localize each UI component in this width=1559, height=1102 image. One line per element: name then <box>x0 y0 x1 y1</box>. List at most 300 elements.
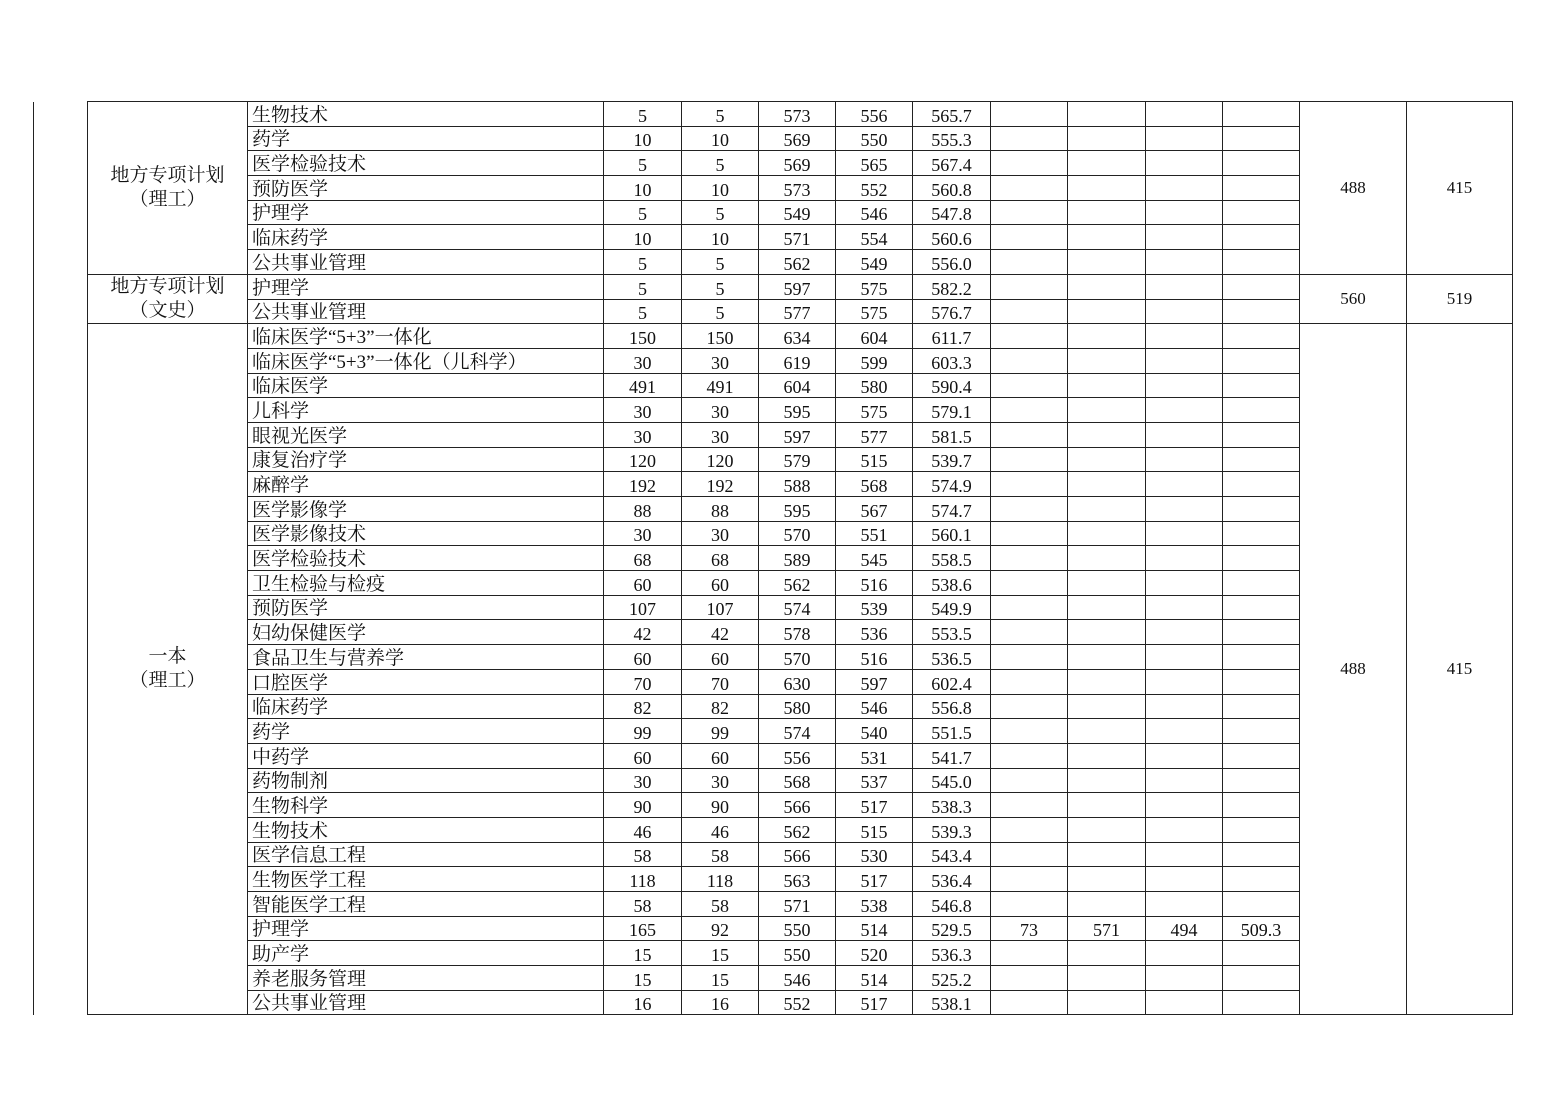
extra-max-cell <box>1068 274 1146 299</box>
extra-max-cell <box>1068 447 1146 472</box>
table-row <box>34 497 1513 522</box>
avg-score-cell: 565.7 <box>913 102 991 127</box>
extra-min-cell <box>1146 892 1223 917</box>
table-row <box>34 620 1513 645</box>
plan-count-cell: 5 <box>604 274 682 299</box>
extra-admitted-cell <box>991 373 1068 398</box>
extra-max-cell <box>1068 645 1146 670</box>
extra-min-cell <box>1146 817 1223 842</box>
table-row <box>34 645 1513 670</box>
extra-admitted-cell <box>991 669 1068 694</box>
extra-min-cell <box>1146 743 1223 768</box>
major-name-cell: 儿科学 <box>248 398 604 423</box>
extra-avg-cell <box>1223 768 1300 793</box>
extra-min-cell: 494 <box>1146 916 1223 941</box>
extra-max-cell <box>1068 669 1146 694</box>
extra-max-cell <box>1068 990 1146 1015</box>
avg-score-cell: 536.5 <box>913 645 991 670</box>
major-name-cell: 养老服务管理 <box>248 966 604 991</box>
extra-min-cell <box>1146 867 1223 892</box>
min-score-cell: 546 <box>836 694 913 719</box>
batch-line-cell: 415 <box>1407 324 1513 1015</box>
extra-min-cell <box>1146 200 1223 225</box>
extra-avg-cell <box>1223 151 1300 176</box>
plan-count-cell: 192 <box>604 472 682 497</box>
extra-max-cell <box>1068 694 1146 719</box>
admitted-count-cell: 60 <box>682 571 759 596</box>
extra-min-cell <box>1146 990 1223 1015</box>
plan-count-cell: 5 <box>604 299 682 324</box>
group-label-cell <box>88 324 248 1015</box>
avg-score-cell: 556.0 <box>913 250 991 275</box>
admitted-count-cell: 5 <box>682 299 759 324</box>
extra-max-cell <box>1068 892 1146 917</box>
min-score-cell: 545 <box>836 546 913 571</box>
max-score-cell: 595 <box>759 398 836 423</box>
extra-avg-cell <box>1223 447 1300 472</box>
extra-avg-cell <box>1223 669 1300 694</box>
plan-count-cell: 15 <box>604 941 682 966</box>
major-name-cell: 生物医学工程 <box>248 867 604 892</box>
extra-min-cell <box>1146 299 1223 324</box>
extra-avg-cell <box>1223 842 1300 867</box>
min-score-cell: 551 <box>836 521 913 546</box>
max-score-cell: 566 <box>759 793 836 818</box>
group-label-line: （理工） <box>129 670 206 692</box>
max-score-cell: 571 <box>759 892 836 917</box>
table-row <box>34 299 1513 324</box>
admitted-count-cell: 5 <box>682 102 759 127</box>
max-score-cell: 570 <box>759 645 836 670</box>
extra-max-cell <box>1068 472 1146 497</box>
group-label-line: （文史） <box>129 300 206 321</box>
extra-max-cell <box>1068 373 1146 398</box>
avg-score-cell: 560.1 <box>913 521 991 546</box>
plan-count-cell: 15 <box>604 966 682 991</box>
avg-score-cell: 558.5 <box>913 546 991 571</box>
table-row <box>34 916 1513 941</box>
table-row <box>34 966 1513 991</box>
min-score-cell: 515 <box>836 447 913 472</box>
extra-min-cell <box>1146 966 1223 991</box>
plan-count-cell: 10 <box>604 225 682 250</box>
table-row <box>34 546 1513 571</box>
major-name-cell: 临床药学 <box>248 225 604 250</box>
extra-avg-cell <box>1223 793 1300 818</box>
extra-min-cell <box>1146 176 1223 201</box>
min-score-cell: 516 <box>836 571 913 596</box>
admitted-count-cell: 5 <box>682 274 759 299</box>
admitted-count-cell: 118 <box>682 867 759 892</box>
avg-score-cell: 536.4 <box>913 867 991 892</box>
major-name-cell: 护理学 <box>248 916 604 941</box>
avg-score-cell: 525.2 <box>913 966 991 991</box>
extra-admitted-cell <box>991 842 1068 867</box>
table-row <box>34 842 1513 867</box>
extra-avg-cell <box>1223 472 1300 497</box>
min-score-cell: 517 <box>836 990 913 1015</box>
group-label-line: 地方专项计划 <box>110 164 225 186</box>
min-score-cell: 517 <box>836 867 913 892</box>
min-score-cell: 556 <box>836 102 913 127</box>
admitted-count-cell: 68 <box>682 546 759 571</box>
extra-max-cell <box>1068 546 1146 571</box>
max-score-cell: 579 <box>759 447 836 472</box>
table-body <box>34 102 1513 1015</box>
extra-max-cell <box>1068 324 1146 349</box>
extra-avg-cell <box>1223 620 1300 645</box>
extra-avg-cell <box>1223 892 1300 917</box>
admitted-count-cell: 60 <box>682 743 759 768</box>
major-name-cell: 中药学 <box>248 743 604 768</box>
major-name-cell: 预防医学 <box>248 176 604 201</box>
admitted-count-cell: 92 <box>682 916 759 941</box>
avg-score-cell: 545.0 <box>913 768 991 793</box>
extra-admitted-cell <box>991 645 1068 670</box>
extra-min-cell <box>1146 324 1223 349</box>
extra-min-cell <box>1146 472 1223 497</box>
extra-avg-cell <box>1223 176 1300 201</box>
extra-max-cell <box>1068 719 1146 744</box>
admitted-count-cell: 82 <box>682 694 759 719</box>
max-score-cell: 569 <box>759 126 836 151</box>
extra-min-cell <box>1146 793 1223 818</box>
max-score-cell: 550 <box>759 941 836 966</box>
table-row <box>34 990 1513 1015</box>
table-row <box>34 768 1513 793</box>
admitted-count-cell: 88 <box>682 497 759 522</box>
max-score-cell: 589 <box>759 546 836 571</box>
admitted-count-cell: 192 <box>682 472 759 497</box>
major-name-cell: 助产学 <box>248 941 604 966</box>
extra-min-cell <box>1146 941 1223 966</box>
extra-max-cell <box>1068 422 1146 447</box>
control-line-cell: 488 <box>1300 324 1407 1015</box>
major-name-cell: 预防医学 <box>248 595 604 620</box>
table-row <box>34 472 1513 497</box>
plan-count-cell: 165 <box>604 916 682 941</box>
min-score-cell: 520 <box>836 941 913 966</box>
batch-line-cell: 519 <box>1407 274 1513 323</box>
plan-count-cell: 5 <box>604 151 682 176</box>
min-score-cell: 567 <box>836 497 913 522</box>
extra-min-cell <box>1146 694 1223 719</box>
plan-count-cell: 491 <box>604 373 682 398</box>
avg-score-cell: 541.7 <box>913 743 991 768</box>
major-name-cell: 医学影像技术 <box>248 521 604 546</box>
min-score-cell: 575 <box>836 274 913 299</box>
plan-count-cell: 16 <box>604 990 682 1015</box>
major-name-cell: 临床医学“5+3”一体化 <box>248 324 604 349</box>
avg-score-cell: 539.7 <box>913 447 991 472</box>
admitted-count-cell: 5 <box>682 200 759 225</box>
extra-max-cell <box>1068 793 1146 818</box>
avg-score-cell: 602.4 <box>913 669 991 694</box>
extra-admitted-cell <box>991 422 1068 447</box>
admitted-count-cell: 15 <box>682 941 759 966</box>
extra-avg-cell <box>1223 645 1300 670</box>
admitted-count-cell: 30 <box>682 422 759 447</box>
extra-min-cell <box>1146 348 1223 373</box>
avg-score-cell: 560.6 <box>913 225 991 250</box>
extra-avg-cell <box>1223 225 1300 250</box>
avg-score-cell: 560.8 <box>913 176 991 201</box>
group-label-line: 一本 <box>148 646 187 668</box>
extra-min-cell <box>1146 497 1223 522</box>
extra-max-cell <box>1068 941 1146 966</box>
extra-admitted-cell <box>991 324 1068 349</box>
admitted-count-cell: 10 <box>682 176 759 201</box>
extra-admitted-cell <box>991 966 1068 991</box>
max-score-cell: 573 <box>759 176 836 201</box>
extra-admitted-cell <box>991 892 1068 917</box>
max-score-cell: 568 <box>759 768 836 793</box>
extra-admitted-cell <box>991 225 1068 250</box>
extra-avg-cell <box>1223 422 1300 447</box>
extra-avg-cell <box>1223 299 1300 324</box>
max-score-cell: 566 <box>759 842 836 867</box>
table-row <box>34 892 1513 917</box>
major-name-cell: 妇幼保健医学 <box>248 620 604 645</box>
max-score-cell: 574 <box>759 595 836 620</box>
max-score-cell: 562 <box>759 571 836 596</box>
admitted-count-cell: 42 <box>682 620 759 645</box>
extra-max-cell <box>1068 620 1146 645</box>
plan-count-cell: 5 <box>604 200 682 225</box>
extra-max-cell <box>1068 200 1146 225</box>
extra-admitted-cell <box>991 620 1068 645</box>
major-name-cell: 口腔医学 <box>248 669 604 694</box>
avg-score-cell: 582.2 <box>913 274 991 299</box>
extra-admitted-cell <box>991 817 1068 842</box>
min-score-cell: 577 <box>836 422 913 447</box>
plan-count-cell: 88 <box>604 497 682 522</box>
avg-score-cell: 590.4 <box>913 373 991 398</box>
max-score-cell: 570 <box>759 521 836 546</box>
extra-admitted-cell <box>991 102 1068 127</box>
extra-avg-cell <box>1223 817 1300 842</box>
extra-admitted-cell: 73 <box>991 916 1068 941</box>
table-row <box>34 422 1513 447</box>
extra-min-cell <box>1146 719 1223 744</box>
plan-count-cell: 60 <box>604 743 682 768</box>
avg-score-cell: 538.6 <box>913 571 991 596</box>
extra-admitted-cell <box>991 571 1068 596</box>
batch-line-cell: 415 <box>1407 102 1513 275</box>
table-row <box>34 324 1513 349</box>
plan-count-cell: 30 <box>604 521 682 546</box>
extra-avg-cell <box>1223 250 1300 275</box>
extra-admitted-cell <box>991 497 1068 522</box>
group-label-line: （理工） <box>129 188 206 210</box>
extra-avg-cell <box>1223 694 1300 719</box>
extra-avg-cell <box>1223 348 1300 373</box>
avg-score-cell: 567.4 <box>913 151 991 176</box>
major-name-cell: 药物制剂 <box>248 768 604 793</box>
plan-count-cell: 82 <box>604 694 682 719</box>
plan-count-cell: 5 <box>604 250 682 275</box>
group-label-cell <box>88 274 248 323</box>
max-score-cell: 562 <box>759 250 836 275</box>
max-score-cell: 595 <box>759 497 836 522</box>
plan-count-cell: 118 <box>604 867 682 892</box>
admitted-count-cell: 5 <box>682 151 759 176</box>
admitted-count-cell: 30 <box>682 398 759 423</box>
extra-admitted-cell <box>991 299 1068 324</box>
min-score-cell: 552 <box>836 176 913 201</box>
extra-min-cell <box>1146 620 1223 645</box>
extra-avg-cell <box>1223 324 1300 349</box>
table-row <box>34 941 1513 966</box>
max-score-cell: 597 <box>759 274 836 299</box>
extra-avg-cell <box>1223 126 1300 151</box>
max-score-cell: 588 <box>759 472 836 497</box>
extra-admitted-cell <box>991 867 1068 892</box>
table-row <box>34 817 1513 842</box>
extra-min-cell <box>1146 274 1223 299</box>
extra-min-cell <box>1146 151 1223 176</box>
min-score-cell: 546 <box>836 200 913 225</box>
plan-count-cell: 70 <box>604 669 682 694</box>
min-score-cell: 517 <box>836 793 913 818</box>
avg-score-cell: 576.7 <box>913 299 991 324</box>
admission-scores-table <box>33 101 1513 1015</box>
plan-count-cell: 68 <box>604 546 682 571</box>
admitted-count-cell: 46 <box>682 817 759 842</box>
extra-min-cell <box>1146 373 1223 398</box>
extra-max-cell <box>1068 497 1146 522</box>
table-row <box>34 348 1513 373</box>
admitted-count-cell: 120 <box>682 447 759 472</box>
table-row <box>34 225 1513 250</box>
max-score-cell: 578 <box>759 620 836 645</box>
avg-score-cell: 555.3 <box>913 126 991 151</box>
max-score-cell: 563 <box>759 867 836 892</box>
extra-max-cell <box>1068 521 1146 546</box>
major-name-cell: 临床医学 <box>248 373 604 398</box>
control-line-cell: 560 <box>1300 274 1407 323</box>
extra-admitted-cell <box>991 274 1068 299</box>
max-score-cell: 574 <box>759 719 836 744</box>
major-name-cell: 临床医学“5+3”一体化（儿科学） <box>248 348 604 373</box>
admitted-count-cell: 70 <box>682 669 759 694</box>
extra-max-cell <box>1068 966 1146 991</box>
extra-max-cell <box>1068 595 1146 620</box>
extra-max-cell <box>1068 743 1146 768</box>
extra-admitted-cell <box>991 743 1068 768</box>
max-score-cell: 573 <box>759 102 836 127</box>
major-name-cell: 医学检验技术 <box>248 151 604 176</box>
extra-min-cell <box>1146 422 1223 447</box>
extra-admitted-cell <box>991 151 1068 176</box>
avg-score-cell: 547.8 <box>913 200 991 225</box>
extra-admitted-cell <box>991 472 1068 497</box>
admitted-count-cell: 10 <box>682 225 759 250</box>
avg-score-cell: 538.3 <box>913 793 991 818</box>
avg-score-cell: 603.3 <box>913 348 991 373</box>
extra-max-cell <box>1068 817 1146 842</box>
plan-count-cell: 30 <box>604 348 682 373</box>
plan-count-cell: 99 <box>604 719 682 744</box>
extra-admitted-cell <box>991 250 1068 275</box>
extra-min-cell <box>1146 842 1223 867</box>
min-score-cell: 540 <box>836 719 913 744</box>
extra-avg-cell <box>1223 102 1300 127</box>
major-name-cell: 医学检验技术 <box>248 546 604 571</box>
extra-min-cell <box>1146 645 1223 670</box>
major-name-cell: 眼视光医学 <box>248 422 604 447</box>
admitted-count-cell: 10 <box>682 126 759 151</box>
avg-score-cell: 581.5 <box>913 422 991 447</box>
max-score-cell: 577 <box>759 299 836 324</box>
table-row <box>34 126 1513 151</box>
table-row <box>34 719 1513 744</box>
extra-avg-cell <box>1223 373 1300 398</box>
extra-admitted-cell <box>991 768 1068 793</box>
plan-count-cell: 46 <box>604 817 682 842</box>
extra-max-cell <box>1068 126 1146 151</box>
min-score-cell: 536 <box>836 620 913 645</box>
admitted-count-cell: 30 <box>682 521 759 546</box>
min-score-cell: 516 <box>836 645 913 670</box>
extra-admitted-cell <box>991 694 1068 719</box>
min-score-cell: 554 <box>836 225 913 250</box>
avg-score-cell: 539.3 <box>913 817 991 842</box>
table-row <box>34 398 1513 423</box>
min-score-cell: 530 <box>836 842 913 867</box>
min-score-cell: 539 <box>836 595 913 620</box>
group-label-line: 地方专项计划 <box>110 276 225 297</box>
plan-count-cell: 5 <box>604 102 682 127</box>
major-name-cell: 医学信息工程 <box>248 842 604 867</box>
max-score-cell: 580 <box>759 694 836 719</box>
min-score-cell: 514 <box>836 966 913 991</box>
table-row <box>34 669 1513 694</box>
extra-avg-cell <box>1223 941 1300 966</box>
max-score-cell: 562 <box>759 817 836 842</box>
table-row <box>34 176 1513 201</box>
max-score-cell: 619 <box>759 348 836 373</box>
plan-count-cell: 58 <box>604 842 682 867</box>
table-row <box>34 447 1513 472</box>
max-score-cell: 552 <box>759 990 836 1015</box>
avg-score-cell: 574.9 <box>913 472 991 497</box>
extra-min-cell <box>1146 102 1223 127</box>
extra-avg-cell <box>1223 719 1300 744</box>
admitted-count-cell: 58 <box>682 892 759 917</box>
plan-count-cell: 10 <box>604 126 682 151</box>
min-score-cell: 538 <box>836 892 913 917</box>
table-row <box>34 151 1513 176</box>
extra-max-cell <box>1068 768 1146 793</box>
admitted-count-cell: 16 <box>682 990 759 1015</box>
avg-score-cell: 546.8 <box>913 892 991 917</box>
plan-count-cell: 42 <box>604 620 682 645</box>
plan-count-cell: 30 <box>604 422 682 447</box>
major-name-cell: 生物科学 <box>248 793 604 818</box>
extra-min-cell <box>1146 398 1223 423</box>
extra-avg-cell <box>1223 521 1300 546</box>
extra-avg-cell <box>1223 966 1300 991</box>
table-row <box>34 200 1513 225</box>
max-score-cell: 549 <box>759 200 836 225</box>
avg-score-cell: 538.1 <box>913 990 991 1015</box>
major-name-cell: 医学影像学 <box>248 497 604 522</box>
admitted-count-cell: 30 <box>682 768 759 793</box>
extra-admitted-cell <box>991 200 1068 225</box>
min-score-cell: 580 <box>836 373 913 398</box>
avg-score-cell: 611.7 <box>913 324 991 349</box>
